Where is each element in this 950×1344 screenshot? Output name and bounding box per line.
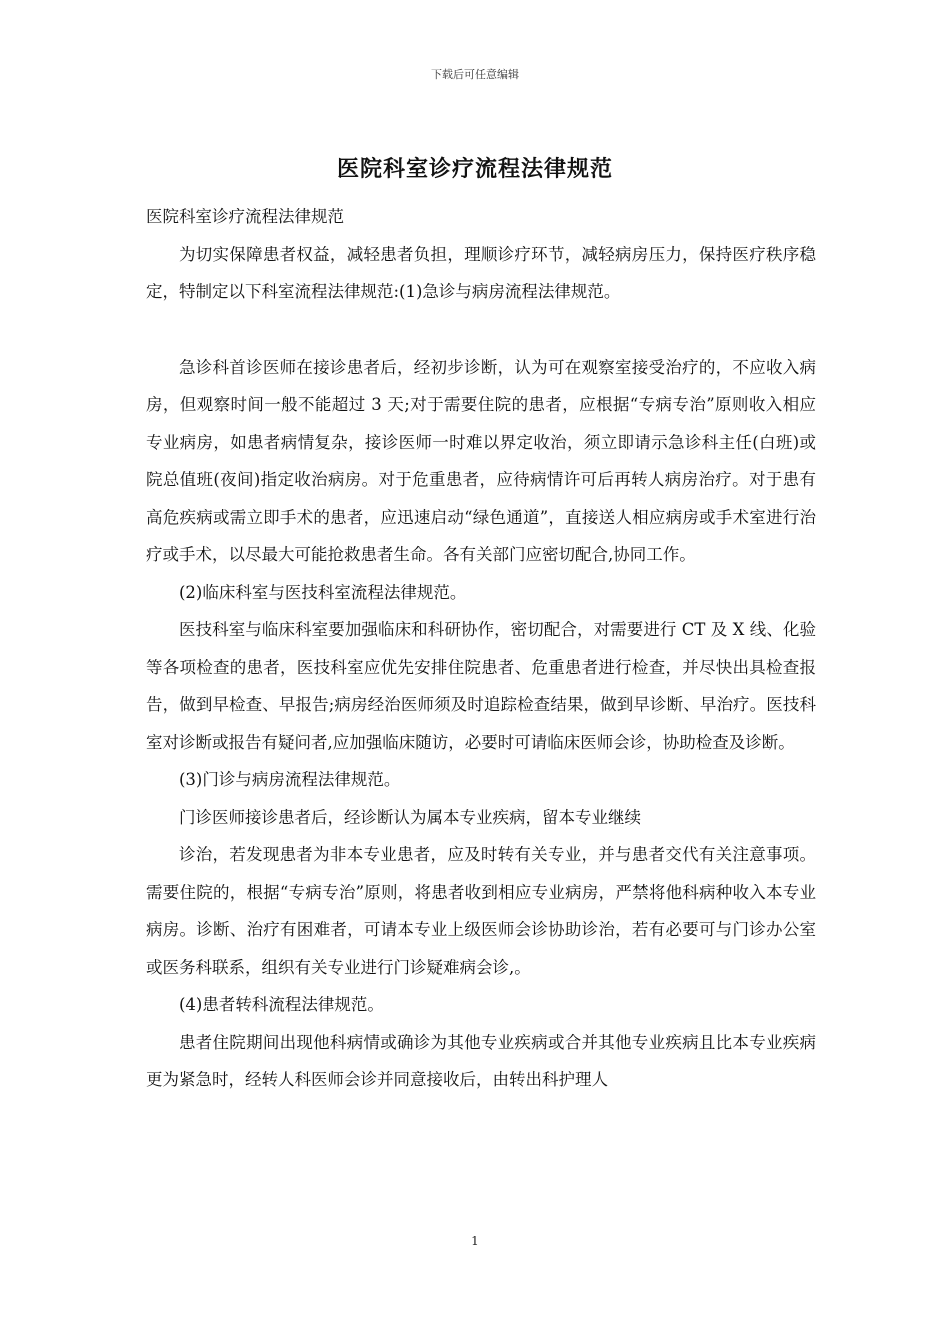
paragraph-outpatient-1: 门诊医师接诊患者后，经诊断认为属本专业疾病，留本专业继续: [179, 807, 641, 827]
paragraph-spacer: [146, 311, 816, 349]
page-number: 1: [471, 1234, 479, 1248]
section-heading-2: (2)临床科室与医技科室流程法律规范。: [179, 582, 467, 602]
section-heading-4: (4)患者转科流程法律规范。: [179, 995, 384, 1014]
section-heading-3: (3)门诊与病房流程法律规范。: [179, 770, 401, 789]
document-subtitle: 医院科室诊疗流程法律规范: [146, 207, 344, 226]
page-header-note: 下载后可任意编辑: [431, 68, 519, 81]
paragraph-transfer: 患者住院期间出现他科病情或确诊为其他专业疾病或合并其他专业疾病且比本专业疾病更为紧急时，经转人科医师会诊并同意接收后，由转出科护理人: [146, 1032, 816, 1089]
document-body: [146, 198, 816, 1099]
document-title: 医院科室诊疗流程法律规范: [336, 156, 613, 182]
paragraph-intro: 为切实保障患者权益，减轻患者负担，理顺诊疗环节，减轻病房压力，保持医疗秩序稳定，特制定以下科室流程法律规范:(1)急诊与病房流程法律规范。: [146, 244, 816, 301]
paragraph-clinical: 医技科室与临床科室要加强临床和科研协作，密切配合，对需要进行 CT 及 X 线、化验等各项检查的患者，医技科室应优先安排住院患者、危重患者进行检查，并尽快出具检查报告，做到早检查、早报告;病房经治医师须及时追踪检查结果，做到早诊断、早治疗。医技科室对诊断或报告有疑问者,应加强临床随访，必要时可请临床医师会诊，协助检查及诊断。: [146, 620, 816, 752]
paragraph-outpatient-2: 诊治，若发现患者为非本专业患者，应及时转有关专业，并与患者交代有关注意事项。需要住院的，根据“专病专治”原则，将患者收到相应专业病房，严禁将他科病种收入本专业病房。诊断、治疗有困难者，可请本专业上级医师会诊协助诊治，若有必要可与门诊办公室或医务科联系，组织有关专业进行门诊疑难病会诊,。: [146, 845, 816, 977]
paragraph-emergency: 急诊科首诊医师在接诊患者后，经初步诊断，认为可在观察室接受治疗的，不应收入病房，但观察时间一般不能超过 3 天;对于需要住院的患者，应根据“专病专治”原则收入相应专业病房，如患者病情复杂，接诊医师一时难以界定收治，须立即请示急诊科主任(白班)或院总值班(夜间)指定收治病房。对于危重患者，应待病情许可后再转人病房治疗。对于患有高危疾病或需立即手术的患者，应迅速启动“绿色通道”，直接送人相应病房或手术室进行治疗或手术，以尽最大可能抢救患者生命。各有关部门应密切配合,协同工作。: [146, 357, 816, 564]
